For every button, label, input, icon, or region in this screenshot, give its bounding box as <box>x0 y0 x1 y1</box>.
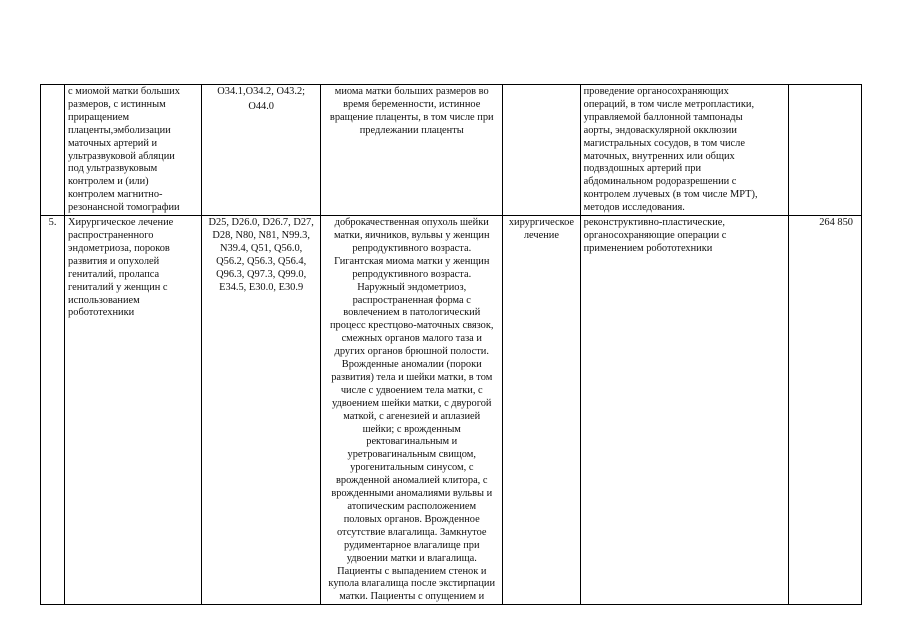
cell-icd-codes: D25, D26.0, D26.7, D27, D28, N80, N81, N99.3, N39.4, Q51, Q56.0, Q56.2, Q56.3, Q56.4, Q96.3, Q97.3, Q99.0, E34.5, E30.0, E30.9 <box>202 216 321 605</box>
model-line: Пациенты с выпадением стенок и <box>337 565 487 577</box>
cell-patient-model <box>321 216 503 605</box>
model-line: половых органов. Врожденное <box>343 513 480 525</box>
cell-icd-codes: O34.1,O34.2, O43.2; O44.0 <box>202 85 321 216</box>
cell-cost: 264 850 <box>788 216 861 605</box>
cell-treatment-type: хирургическое лечение <box>503 216 580 605</box>
model-line: других органов брюшной полости. <box>334 346 489 358</box>
model-line: ректовагинальным и <box>366 436 458 448</box>
model-line: купола влагалища после экстирпации <box>328 578 496 590</box>
model-line: смежных органов малого таза и <box>341 333 482 345</box>
model-line: матки. Пациенты с опущением и <box>339 591 485 603</box>
cell-treatment-method: реконструктивно-пластические, органосохраняющие операции с применением робототехники <box>580 216 788 605</box>
model-line: распространенная форма с <box>352 294 471 306</box>
model-line: Наружный эндометриоз, <box>357 281 467 293</box>
cell-treatment-type <box>503 85 580 216</box>
model-line: матки, яичников, вульвы у женщин <box>333 229 490 241</box>
model-line: развития) тела и шейки матки, в том <box>331 371 493 383</box>
cell-name: с миомой матки больших размеров, с истинным приращением плаценты,эмболизации маточных артерий и ультразвуковой абляции под ультразвуковым контролем и (или) контролем магнитно- резонансной томографии <box>65 85 202 216</box>
model-line: процесс крестцово-маточных связок, <box>330 320 494 332</box>
cell-cost <box>788 85 861 216</box>
model-line: удвоении матки и влагалища. <box>346 552 477 564</box>
table-row <box>41 216 862 605</box>
cell-number <box>41 85 65 216</box>
model-line: рудиментарное влагалище при <box>343 539 480 551</box>
table-row <box>41 85 862 216</box>
model-line: вовлечением в патологический <box>343 307 481 319</box>
model-line: доброкачественная опухоль шейки <box>334 217 489 229</box>
model-line: урогенитальным синусом, с <box>350 462 474 474</box>
cell-patient-model: миома матки больших размеров во время беременности, истинное вращение плаценты, в том числе при предлежании плаценты <box>321 85 503 216</box>
model-line: шейки; с врожденным <box>362 423 461 435</box>
cell-treatment-method: проведение органосохраняющих операций, в том числе метропластики, управляемой баллонной тампонады аорты, эндоваскулярной окклюзии магистральных сосудов, в том числе маточных, внутренних или общих подвздошных артерий при абдоминальном родоразрешении с контролем лучевых (в том числе МРТ), методов исследования. <box>580 85 788 216</box>
model-line: врожденной аномалией клитора, с <box>336 475 488 487</box>
cell-number: 5. <box>41 216 65 605</box>
model-line: репродуктивного возраста. <box>352 242 472 254</box>
cell-name: Хирургическое лечение распространенного эндометриоза, пороков развития и опухолей гениталий, пролапса гениталий у женщин с использованием робототехники <box>65 216 202 605</box>
model-line: отсутствие влагалища. Замкнутое <box>336 526 487 538</box>
model-line: Гигантская миома матки у женщин <box>334 255 490 267</box>
model-line: врожденными аномалиями вульвы и <box>331 488 493 500</box>
model-line: числе с удвоением тела матки, с <box>340 384 483 396</box>
model-line: репродуктивного возраста. <box>352 268 472 280</box>
model-line: атопическим расположением <box>347 501 477 512</box>
model-line: удвоением шейки матки, с двурогой <box>332 397 492 409</box>
model-line: Врожденные аномалии (пороки <box>341 359 482 371</box>
model-line: уретровагинальным свищом, <box>347 449 476 461</box>
model-line: маткой, с агенезией и аплазией <box>343 410 481 422</box>
medical-services-table <box>40 84 862 605</box>
